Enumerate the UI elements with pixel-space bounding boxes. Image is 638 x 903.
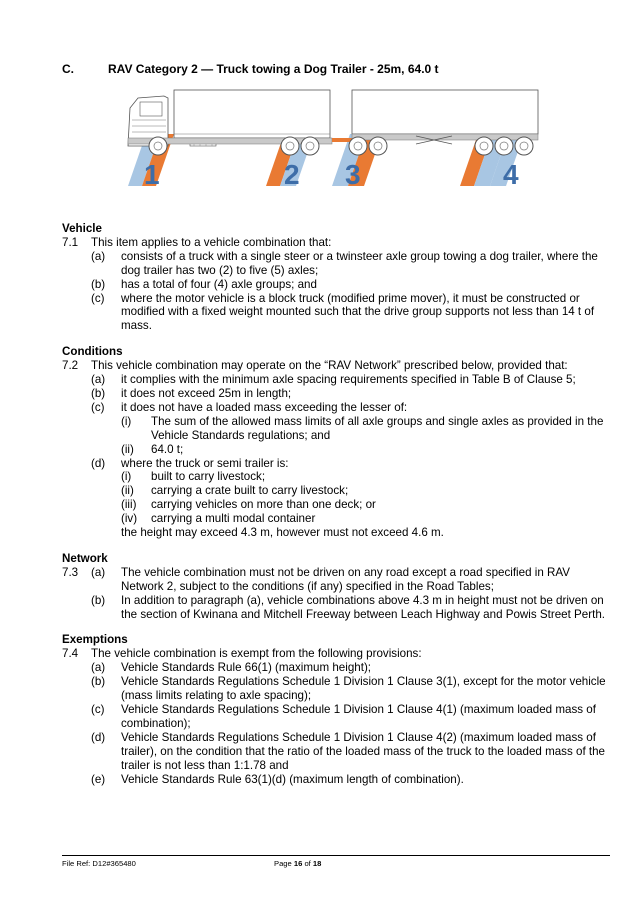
list-item: (c) Vehicle Standards Regulations Schedule 1 Division 1 Clause 4(1) (maximum loaded mass of combination); (91, 703, 596, 730)
list-item: (c) where the motor vehicle is a block truck (modified prime mover), it must be constructed or modified with a fixed weight mounted such that the drive group supports not less than 14 t of mass. (91, 291, 595, 333)
list-item: (b) In addition to paragraph (a), vehicle combinations above 4.3 m in height must not be driven on the section of Kwinana and Mitchell Freeway between Leach Highway and Powis Street Perth. (91, 593, 605, 621)
vehicle-heading: Vehicle (62, 222, 102, 235)
clause-number: 7.1 (62, 235, 79, 249)
axle-label-1: 1 (144, 159, 160, 190)
trailer-body (352, 90, 538, 134)
list-item: (e) Vehicle Standards Rule 63(1)(d) (maximum length of combination). (91, 772, 464, 786)
sub-list-item: (i) built to carry livestock; (121, 470, 266, 484)
document-body (62, 222, 612, 786)
list-item: (a) it complies with the minimum axle spacing requirements specified in Table B of Clause 5; (91, 373, 576, 387)
list-item: (b) has a total of four (4) axle groups; and (91, 277, 317, 291)
list-item: (c) it does not have a loaded mass exceeding the lesser of: (91, 400, 408, 414)
clause-text: This vehicle combination may operate on the “RAV Network” prescribed below, provided that: (91, 359, 568, 373)
truck-dog-trailer-diagram (120, 86, 544, 190)
sub-list-item: (i) The sum of the allowed mass limits of all axle groups and single axles as provided in the Vehicle Standards regulations; and (121, 414, 604, 442)
sub-list-item: (iv) carrying a multi modal container (121, 512, 316, 526)
list-item: (a) consists of a truck with a single steer or a twinsteer axle group towing a dog trailer, where the dog trailer has two (2) to five (5) axles; (91, 249, 598, 277)
exemptions-heading: Exemptions (62, 633, 128, 647)
truck-body (174, 90, 330, 138)
sub-list-item: (ii) carrying a crate built to carry livestock; (121, 484, 349, 498)
network-heading: Network (62, 551, 108, 565)
clause-text: This item applies to a vehicle combination that: (91, 235, 332, 249)
axle-label-2: 2 (284, 159, 300, 190)
section-letter: C. (62, 62, 74, 76)
clause-number: 7.4 (62, 647, 79, 661)
axle-label-3: 3 (345, 159, 361, 190)
clause-number: 7.3 (62, 565, 79, 579)
footer-page-number: Page 16 of 18 (274, 859, 322, 868)
section-title: RAV Category 2 — Truck towing a Dog Trailer - 25m, 64.0 t (108, 62, 439, 76)
sub-list-item: (ii) 64.0 t; (121, 442, 184, 456)
footer-divider (62, 855, 610, 856)
list-item: (a) Vehicle Standards Rule 66(1) (maximum height); (91, 661, 372, 675)
clause-text: The vehicle combination is exempt from the following provisions: (91, 647, 422, 661)
clause-7-4 (62, 647, 612, 661)
list-item: (d) Vehicle Standards Regulations Schedule 1 Division 1 Clause 4(2) (maximum loaded mass of trailer), on the condition that the ratio of the loaded mass of the truck to the loaded mass of the trailer is not less than 1:1.78 and (91, 730, 605, 772)
conditions-heading: Conditions (62, 345, 123, 359)
axle-label-4: 4 (503, 159, 519, 190)
list-item: (d) where the truck or semi trailer is: (91, 456, 289, 470)
list-item: (b) Vehicle Standards Regulations Schedule 1 Division 1 Clause 3(1), except for the motor vehicle (mass limits relating to axle spacing); (91, 675, 606, 703)
list-continuation: the height may exceed 4.3 m, however must not exceed 4.6 m. (121, 526, 444, 540)
clause-7-1 (62, 236, 612, 250)
list-item: (b) it does not exceed 25m in length; (91, 386, 292, 400)
footer-file-ref: File Ref: D12#365480 (62, 859, 136, 868)
clause-7-2 (62, 359, 612, 373)
clause-7-3: 7.3 (a) The vehicle combination must not be driven on any road except a road specified in RAV Network 2, subject to the conditions (if any) specified in the Road Tables; (62, 565, 570, 593)
clause-number: 7.2 (62, 359, 79, 373)
sub-list-item: (iii) carrying vehicles on more than one deck; or (121, 498, 376, 512)
section-heading (62, 62, 439, 76)
